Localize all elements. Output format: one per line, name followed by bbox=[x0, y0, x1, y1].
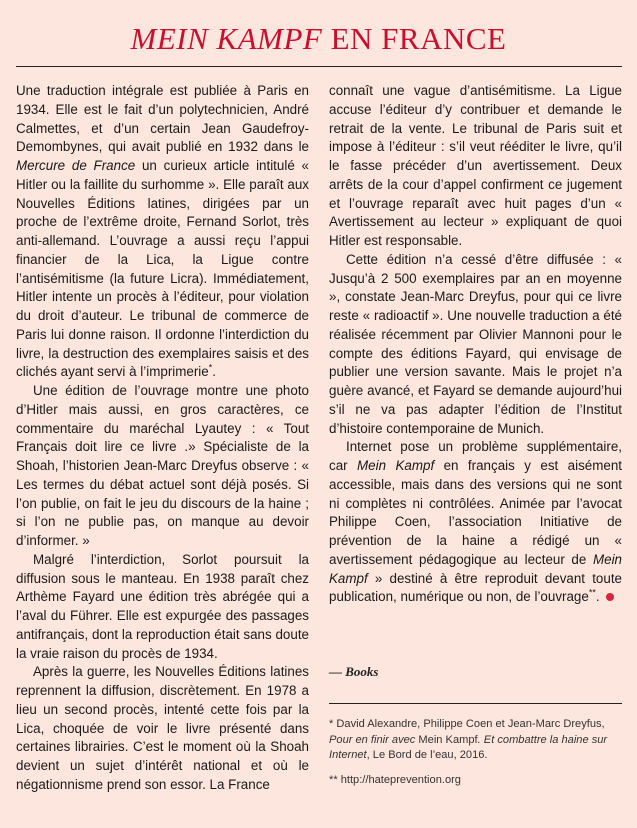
paragraph: connaît une vague d’antisémitisme. La Ligue accuse l’éditeur d’y contribuer et demande le retrait de la vente. Le tribunal de Paris suit et impose à l’éditeur : s’il veut rééditer le livre, qu’il le fasse précéder d’un avertissement. Deux arrêts de la cour d’appel confirment ce jugement et l’ouvrage reparaît avec huit pages d’un « Avertissement au lecteur » expliquant de quoi Hitler est responsable. bbox=[329, 83, 622, 248]
right-column bbox=[329, 82, 622, 607]
left-column bbox=[16, 82, 309, 795]
paragraph: Après la guerre, les Nouvelles Éditions latines reprennent la diffusion, discrètement. En 1978 a lieu un second procès, intenté cette fois par la Lica, choquée de voir le livre présenté dans certaines librairies. C’est le moment où la Shoah devient un sujet d’intérêt national et où le négationnisme prend son essor. La France bbox=[16, 664, 309, 792]
footnote-marker: ** bbox=[588, 587, 596, 598]
signature: — Books bbox=[329, 664, 379, 679]
italic-text: Mercure de France bbox=[16, 158, 136, 173]
footnote-link[interactable]: ** http://hateprevention.org bbox=[329, 773, 461, 786]
text: . bbox=[595, 589, 600, 605]
italic-text: Mein Kampf bbox=[357, 458, 435, 473]
paragraph bbox=[16, 82, 309, 382]
end-of-article-dot bbox=[606, 593, 614, 601]
footnote-marker: * bbox=[208, 362, 213, 373]
text: . bbox=[212, 364, 216, 380]
text: Mein Kampf bbox=[415, 733, 478, 746]
text: Une traduction intégrale est publiée à Paris en 1934. Elle est le fait d’un polytechnicien, André Calmettes, et d’un certain Jean Gaudefroy-Demombynes, qui avait publié en 1932 dans le bbox=[16, 83, 309, 155]
text: , Le Bord de l’eau, 2016. bbox=[366, 749, 488, 761]
title-italic: MEIN KAMPF bbox=[130, 21, 323, 56]
footnotes bbox=[329, 717, 625, 797]
italic-text: Mein Kampf bbox=[329, 551, 622, 586]
title-rest: EN FRANCE bbox=[322, 21, 507, 56]
text: » destiné à être reproduit devant toute publication, numérique ou non, de l’ouvrage bbox=[329, 570, 622, 605]
text: un curieux article intitulé « Hitler ou la faillite du surhomme ». Elle paraît aux Nouvelles Éditions latines, dirigées par un proche de l’extrême droite, Fernand Sorlot, très anti-allemand. L’ouvrage a aussi reçu l’appui financier de la Lica, la Ligue contre l’antisémitisme (la future Licra). Immédiatement, Hitler intente un procès à l’éditeur, pour violation du droit d’auteur. Le tribunal de commerce de Paris lui donne raison. Il ordonne l’interdiction du livre, la destruction des exemplaires saisis et des clichés ayant servi à l’imprimerie bbox=[16, 158, 309, 380]
italic-text: Pour en finir avec bbox=[329, 733, 416, 746]
text: en français y est aisément accessible, mais dans des versions qui ne sont ni complètes ni contrôlées. Animée par l’avocat Philippe Coen, l’association Initiative de prévention de la haine a rédigé un « avertissement pédagogique au lecteur de bbox=[329, 458, 622, 567]
paragraph: Cette édition n’a cessé d’être diffusée : « Jusqu’à 2 500 exemplaires par an en moyenne », constate Jean-Marc Dreyfus, pour qui ce livre reste « radioactif ». Une nouvelle traduction a été réalisée récemment par Olivier Mannoni pour le compte des éditions Fayard, qui envisage de publier une version savante. Mais le projet n’a guère avancé, et Fayard se demande aujourd’hui s’il ne va pas adapter l’édition de l’Institut d’histoire contemporaine de Munich. bbox=[329, 251, 622, 436]
text: Internet pose un problème supplémentaire, car bbox=[329, 439, 622, 473]
notes-rule bbox=[329, 703, 622, 704]
paragraph bbox=[329, 438, 622, 607]
footnote bbox=[329, 717, 625, 764]
title-rule bbox=[16, 66, 622, 67]
article-title bbox=[0, 22, 637, 56]
paragraph: Une édition de l’ouvrage montre une photo d’Hitler mais aussi, en gros caractères, ce commentaire du maréchal Lyautey : « Tout Français doit lire ce livre .» Spécialiste de la Shoah, l’historien Jean-Marc Dreyfus observe : « Les termes du débat actuel sont déjà posés. Si l’on publie, on fait le jeu du discours de la haine ; si l’on ne publie pas, on manque au devoir d’informer. » bbox=[16, 383, 309, 548]
italic-text: . Et combattre la haine sur Internet bbox=[329, 733, 608, 761]
text: * David Alexandre, Philippe Coen et Jean-Marc Dreyfus, bbox=[329, 718, 605, 730]
paragraph: Malgré l’interdiction, Sorlot poursuit la diffusion sous le manteau. En 1938 paraît chez Arthème Fayard une édition très abrégée qui a l’aval du Führer. Elle est expurgée des passages antifrançais, dont la reproduction était sans doute la vraie raison du procès de 1934. bbox=[16, 551, 309, 661]
